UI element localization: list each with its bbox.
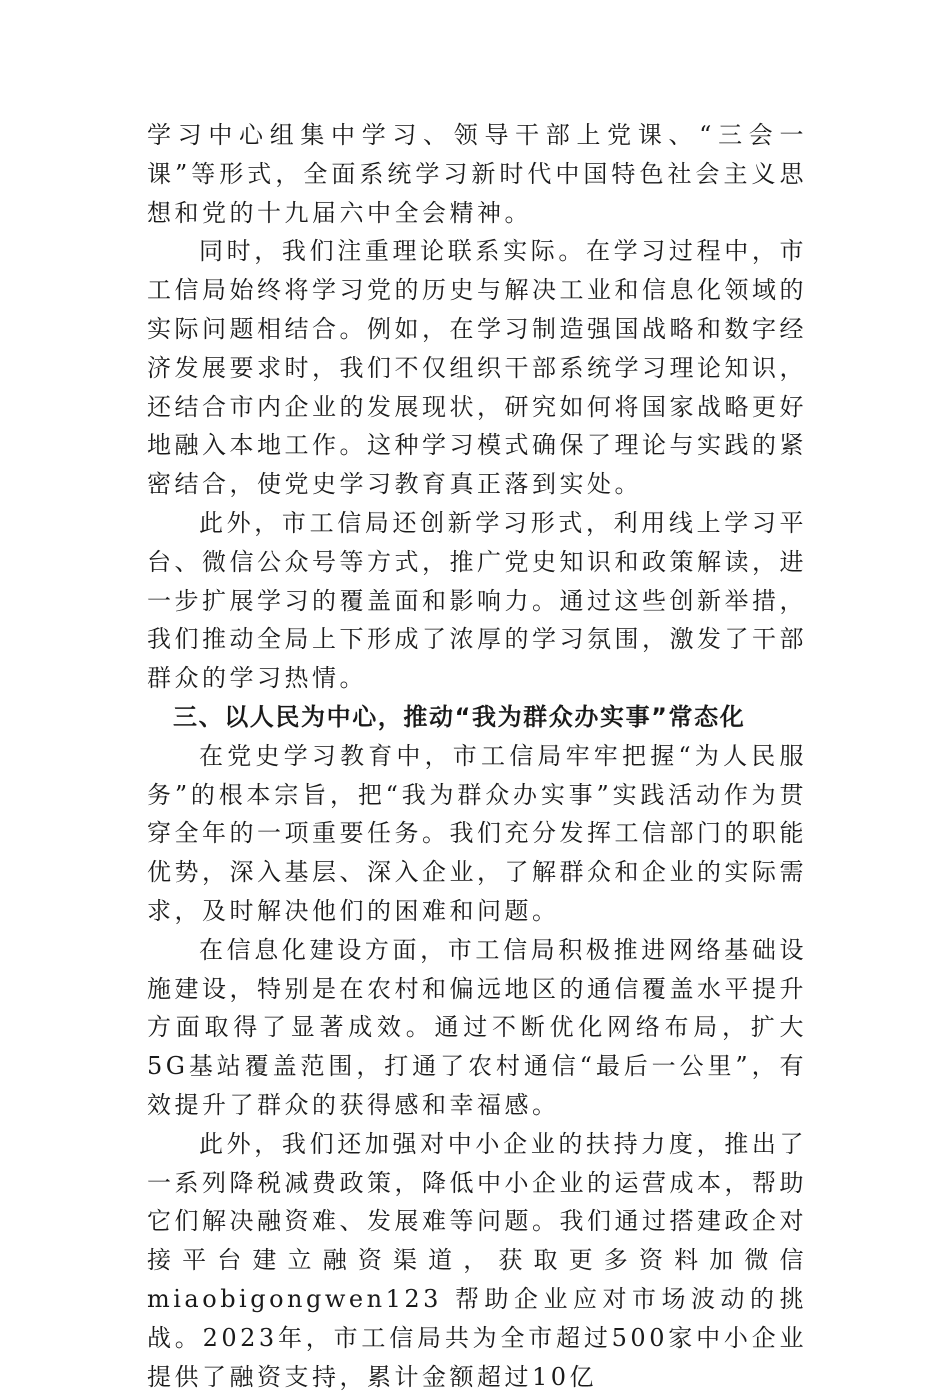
section-heading: 三、以人民为中心，推动“我为群众办实事”常态化 bbox=[173, 702, 746, 731]
paragraph-innovation: 此外，市工信局还创新学习形式，利用线上学习平台、微信公众号等方式，推广党史知识和政策解读，进一步扩展学习的覆盖面和影响力。通过这些创新举措，我们推动全局上下形成了浓厚的学习氛围，激发了干部群众的学习热情。 bbox=[147, 508, 807, 693]
document-page bbox=[147, 116, 807, 1396]
paragraph-sme-support: 此外，我们还加强对中小企业的扶持力度，推出了一系列降税减费政策，降低中小企业的运营成本，帮助它们解决融资难、发展难等问题。我们通过搭建政企对接平台建立融资渠道，获取更多资料加微信 miaobigongwen123 帮助企业应对市场波动的挑战。2023年，市工信局共为全市超过500家中小企业提供了融资支持，累计金额超过10亿 bbox=[147, 1129, 807, 1391]
paragraph-continued: 学习中心组集中学习、领导干部上党课、“三会一课”等形式，全面系统学习新时代中国特色社会主义思想和党的十九届六中全会精神。 bbox=[147, 121, 807, 227]
paragraph-serve-people: 在党史学习教育中，市工信局牢牢把握“为人民服务”的根本宗旨，把“我为群众办实事”实践活动作为贯穿全年的一项重要任务。我们充分发挥工信部门的职能优势，深入基层、深入企业，了解群众和企业的实际需求，及时解决他们的困难和问题。 bbox=[147, 741, 807, 925]
paragraph-theory-practice: 同时，我们注重理论联系实际。在学习过程中，市工信局始终将学习党的历史与解决工业和信息化领域的实际问题相结合。例如，在学习制造强国战略和数字经济发展要求时，我们不仅组织干部系统学习理论知识，还结合市内企业的发展现状，研究如何将国家战略更好地融入本地工作。这种学习模式确保了理论与实践的紧密结合，使党史学习教育真正落到实处。 bbox=[147, 237, 807, 499]
paragraph-informatization: 在信息化建设方面，市工信局积极推进网络基础设施建设，特别是在农村和偏远地区的通信覆盖水平提升方面取得了显著成效。通过不断优化网络布局，扩大5G基站覆盖范围，打通了农村通信“最后一公里”，有效提升了群众的获得感和幸福感。 bbox=[147, 935, 807, 1119]
